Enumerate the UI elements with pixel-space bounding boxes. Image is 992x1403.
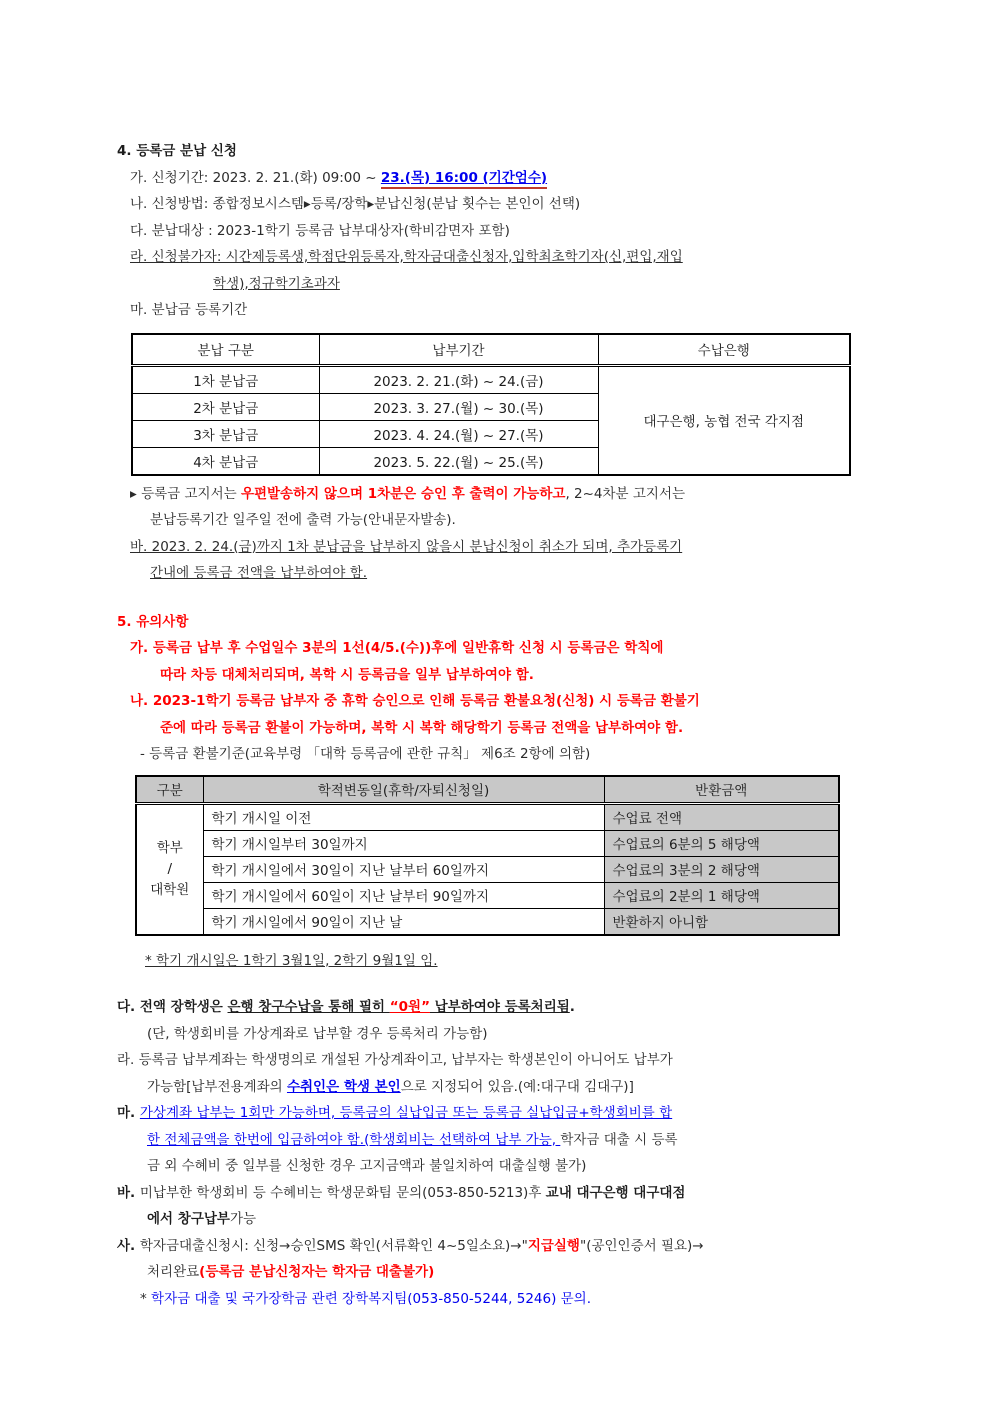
text-run: 다. 전액 장학생은 bbox=[117, 999, 228, 1015]
s5-loan-contact-note-line bbox=[140, 1286, 887, 1313]
s4-item-ma-schedule-line bbox=[130, 297, 887, 324]
refund-amount-cell: 수업료 전액 bbox=[604, 803, 839, 830]
installment-label-cell: 2차 분납금 bbox=[132, 393, 319, 420]
s5-item-ba-unpaid-fee bbox=[117, 1180, 887, 1233]
s5-item-ga-leave bbox=[117, 635, 887, 688]
refund-change-date-cell: 학기 개시일에서 60일이 지난 날부터 90일까지 bbox=[203, 882, 604, 908]
s5-item-ra-account-line bbox=[147, 1074, 887, 1101]
s5-loan-contact-note bbox=[117, 1286, 887, 1313]
s5-item-ma-virtual-account-line bbox=[117, 1100, 887, 1127]
text-run: 으로 지정되어 있음.(예:대구대 김대구)] bbox=[400, 1078, 634, 1095]
text-run: 나. 신청방법: 종합정보시스템▸등록/장학▸분납신청(분납 횟수는 본인이 선택) bbox=[130, 196, 581, 212]
refund-row bbox=[136, 882, 839, 908]
refund-row bbox=[136, 908, 839, 935]
installment-period-cell: 2023. 3. 27.(월) ~ 30.(목) bbox=[319, 393, 598, 420]
text-run: 수취인은 학생 본인 bbox=[286, 1078, 401, 1095]
s4-note-bill-print bbox=[117, 481, 887, 534]
s5-item-sa-loan bbox=[117, 1233, 887, 1286]
refund-change-date-cell: 학기 개시일에서 30일이 지난 날부터 60일까지 bbox=[203, 856, 604, 882]
s4-item-ba-cancel-line bbox=[130, 534, 887, 561]
s5-semester-start-note bbox=[117, 948, 887, 975]
s4-item-ba-cancel bbox=[117, 534, 887, 587]
s4-note-bill-print-line bbox=[130, 481, 887, 508]
s4-item-da-target-line bbox=[130, 218, 887, 245]
installments-header-cell: 납부기간 bbox=[319, 334, 598, 366]
s5-item-ma-virtual-account-line bbox=[147, 1127, 887, 1154]
s4-item-ra-excluded-line bbox=[213, 271, 887, 298]
refund-group-line: 대학원 bbox=[150, 881, 190, 898]
section5-heading bbox=[117, 609, 887, 636]
text-run: (단, 학생회비를 가상계좌로 납부할 경우 등록처리 가능함) bbox=[147, 1025, 488, 1042]
document-content bbox=[117, 138, 887, 1312]
text-run: 우편발송하지 않으며 1차분은 승인 후 출력이 가능하고 bbox=[240, 485, 566, 502]
refund-amount-cell: 수업료의 3분의 2 해당액 bbox=[604, 856, 839, 882]
s4-item-da-target bbox=[117, 218, 887, 245]
s5-item-da-scholarship-line bbox=[147, 1021, 887, 1048]
s4-item-ra-excluded-line bbox=[130, 244, 887, 271]
s5-item-ba-unpaid-fee-line bbox=[147, 1206, 887, 1233]
s5-refund-rule-note bbox=[117, 741, 887, 768]
s4-item-na-method bbox=[117, 191, 887, 218]
s5-item-sa-loan-line bbox=[117, 1233, 887, 1260]
installment-label-cell: 4차 분납금 bbox=[132, 447, 319, 475]
installment-period-cell: 2023. 4. 24.(월) ~ 27.(목) bbox=[319, 420, 598, 447]
installment-period-cell: 2023. 2. 21.(화) ~ 24.(금) bbox=[319, 365, 598, 393]
text-run: 바. bbox=[117, 1184, 140, 1201]
s5-item-na-refund-line bbox=[160, 715, 887, 742]
text-run: 한 전체금액을 한번에 입금하여야 함.(학생회비는 선택하여 납부 가능, bbox=[147, 1131, 561, 1148]
text-run: 간내에 등록금 전액을 납부하여야 함. bbox=[150, 565, 368, 581]
text-run: , 2~4차분 고지서는 bbox=[565, 485, 686, 502]
text-run: 4. 등록금 분납 신청 bbox=[117, 143, 237, 159]
refund-group-line: / bbox=[167, 860, 173, 877]
s5-item-da-scholarship-line bbox=[117, 994, 887, 1021]
installment-period-cell: 2023. 5. 22.(월) ~ 25.(목) bbox=[319, 447, 598, 475]
text-run: 가능 bbox=[229, 1211, 257, 1227]
text-run: . bbox=[569, 999, 575, 1015]
text-run: 은행 창구수납을 통해 필히 bbox=[227, 999, 390, 1015]
text-run: 준에 따라 등록금 환불이 가능하며, 복학 시 복학 해당학기 등록금 전액을 납부하여야 함. bbox=[160, 719, 684, 736]
text-run: * 학기 개시일은 1학기 3월1일, 2학기 9월1일 임. bbox=[145, 952, 438, 969]
text-run: 마. bbox=[117, 1105, 140, 1121]
section5-heading-line bbox=[117, 609, 887, 636]
installment-label-cell: 1차 분납금 bbox=[132, 365, 319, 393]
text-run: 나. 2023-1학기 등록금 납부자 중 휴학 승인으로 인해 등록금 환불요청(신청) 시 등록금 환불기 bbox=[130, 693, 700, 709]
text-run: 학자금 대출 시 등록 bbox=[560, 1131, 678, 1148]
installments-header-row bbox=[132, 334, 850, 366]
s5-item-ga-leave-line bbox=[130, 635, 887, 662]
s5-item-ba-unpaid-fee-line bbox=[117, 1180, 887, 1207]
s4-item-ra-excluded bbox=[117, 244, 887, 297]
text-run: 사. bbox=[117, 1237, 140, 1254]
s5-item-na-refund bbox=[117, 688, 887, 741]
text-run: 23.(목) 16:00 (기간엄수) bbox=[381, 170, 547, 189]
text-run: * bbox=[140, 1290, 152, 1307]
text-run: "(공인인증서 필요)→ bbox=[579, 1237, 704, 1254]
text-run: 학생),정규학기초과자 bbox=[213, 275, 340, 292]
s5-item-sa-loan-line bbox=[147, 1259, 887, 1286]
section4-heading-line bbox=[117, 138, 887, 165]
refund-header-cell: 반환금액 bbox=[604, 776, 839, 804]
s5-item-ma-virtual-account bbox=[117, 1100, 887, 1180]
s5-item-da-scholarship bbox=[117, 994, 887, 1047]
refund-table bbox=[135, 775, 840, 936]
refund-change-date-cell: 학기 개시일에서 90일이 지난 날 bbox=[203, 908, 604, 935]
text-run: 처리완료 bbox=[147, 1264, 200, 1280]
s4-note-bill-print-line bbox=[150, 507, 887, 534]
section4-heading bbox=[117, 138, 887, 165]
refund-change-date-cell: 학기 개시일 이전 bbox=[203, 803, 604, 830]
s4-item-ga-period-line bbox=[130, 165, 887, 192]
text-run: 바. 2023. 2. 24.(금)까지 1차 분납금을 납부하지 않을시 분납신청이 취소가 되며, 추가등록기 bbox=[130, 538, 683, 555]
refund-header-cell: 구분 bbox=[136, 776, 203, 804]
text-run: 미납부한 학생회비 등 수혜비는 학생문화팀 문의(053-850-5213)후 bbox=[139, 1184, 546, 1201]
text-run: 분납등록기간 일주일 전에 출력 가능(안내문자발송). bbox=[150, 512, 456, 528]
refund-amount-cell: 수업료의 2분의 1 해당액 bbox=[604, 882, 839, 908]
refund-group-line: 학부 bbox=[156, 839, 183, 856]
text-run: 가상계좌 납부는 1회만 가능하며, 등록금의 실납입금 또는 등록금 실납입금+학생회비를 합 bbox=[139, 1105, 673, 1121]
refund-row bbox=[136, 856, 839, 882]
s5-item-na-refund-line bbox=[130, 688, 887, 715]
text-run: 가. 등록금 납부 후 수업일수 3분의 1선(4/5.(수))후에 일반휴학 신청 시 등록금은 학칙에 bbox=[130, 640, 664, 656]
text-run: 지급실행 bbox=[527, 1237, 580, 1254]
text-run: 납부하여야 등록처리됨 bbox=[429, 999, 570, 1015]
refund-row bbox=[136, 803, 839, 830]
s5-semester-start-note-line bbox=[145, 948, 887, 975]
text-run: 학자금대출신청시: 신청→승인SMS 확인(서류확인 4~5일소요)→" bbox=[139, 1237, 528, 1254]
text-run: 학자금 대출 및 국가장학금 관련 장학복지팀(053-850-5244, 5246) 문의. bbox=[151, 1290, 592, 1307]
refund-group-cell bbox=[136, 803, 203, 935]
refund-amount-cell: 반환하지 아니함 bbox=[604, 908, 839, 935]
text-run: 가능함[납부전용계좌의 bbox=[147, 1078, 287, 1095]
s5-item-ra-account-line bbox=[117, 1047, 887, 1074]
text-run: 5. 유의사항 bbox=[117, 613, 189, 630]
text-run: 에서 창구납부 bbox=[147, 1211, 230, 1227]
text-run: 다. 분납대상 : 2023-1학기 등록금 납부대상자(학비감면자 포함) bbox=[130, 222, 510, 239]
text-run: 금 외 수혜비 중 일부를 신청한 경우 고지금액과 불일치하여 대출실행 불가) bbox=[147, 1158, 587, 1174]
refund-change-date-cell: 학기 개시일부터 30일까지 bbox=[203, 830, 604, 856]
text-run: 교내 대구은행 대구대점 bbox=[545, 1184, 686, 1201]
s4-item-ma-schedule bbox=[117, 297, 887, 324]
text-run: (등록금 분납신청자는 학자금 대출불가) bbox=[199, 1264, 435, 1280]
text-run: “0원” bbox=[389, 999, 430, 1015]
s4-item-na-method-line bbox=[130, 191, 887, 218]
installment-bank-cell: 대구은행, 농협 전국 각지점 bbox=[598, 365, 850, 475]
refund-header-cell: 학적변동일(휴학/자퇴신청일) bbox=[203, 776, 604, 804]
installments-header-cell: 분납 구분 bbox=[132, 334, 319, 366]
text-run: 따라 차등 대체처리되며, 복학 시 등록금을 일부 납부하여야 함. bbox=[160, 666, 534, 683]
s4-item-ba-cancel-line bbox=[150, 560, 887, 587]
text-run: - 등록금 환불기준(교육부령 「대학 등록금에 관한 규칙」 제6조 2항에 의함) bbox=[140, 746, 591, 762]
installment-label-cell: 3차 분납금 bbox=[132, 420, 319, 447]
refund-row bbox=[136, 830, 839, 856]
text-run: 라. 신청불가자: 시간제등록생,학점단위등록자,학자금대출신청자,입학최초학기자(신,편입,재입 bbox=[130, 249, 683, 265]
s4-item-ga-period bbox=[117, 165, 887, 192]
s5-item-ra-account bbox=[117, 1047, 887, 1100]
text-run: ▸ 등록금 고지서는 bbox=[130, 485, 241, 502]
installments-header-cell: 수납은행 bbox=[598, 334, 850, 366]
installments-row bbox=[132, 365, 850, 393]
text-run: 가. 신청기간: 2023. 2. 21.(화) 09:00 ~ bbox=[130, 169, 381, 186]
s5-item-ma-virtual-account-line bbox=[147, 1153, 887, 1180]
text-run: 라. 등록금 납부계좌는 학생명의로 개설된 가상계좌이고, 납부자는 학생본인이 아니어도 납부가 bbox=[117, 1052, 673, 1068]
refund-header-row bbox=[136, 776, 839, 804]
s5-item-ga-leave-line bbox=[160, 662, 887, 689]
refund-amount-cell: 수업료의 6분의 5 해당액 bbox=[604, 830, 839, 856]
installments-table bbox=[131, 333, 851, 476]
text-run: 마. 분납금 등록기간 bbox=[130, 302, 248, 318]
s5-refund-rule-note-line bbox=[140, 741, 887, 768]
